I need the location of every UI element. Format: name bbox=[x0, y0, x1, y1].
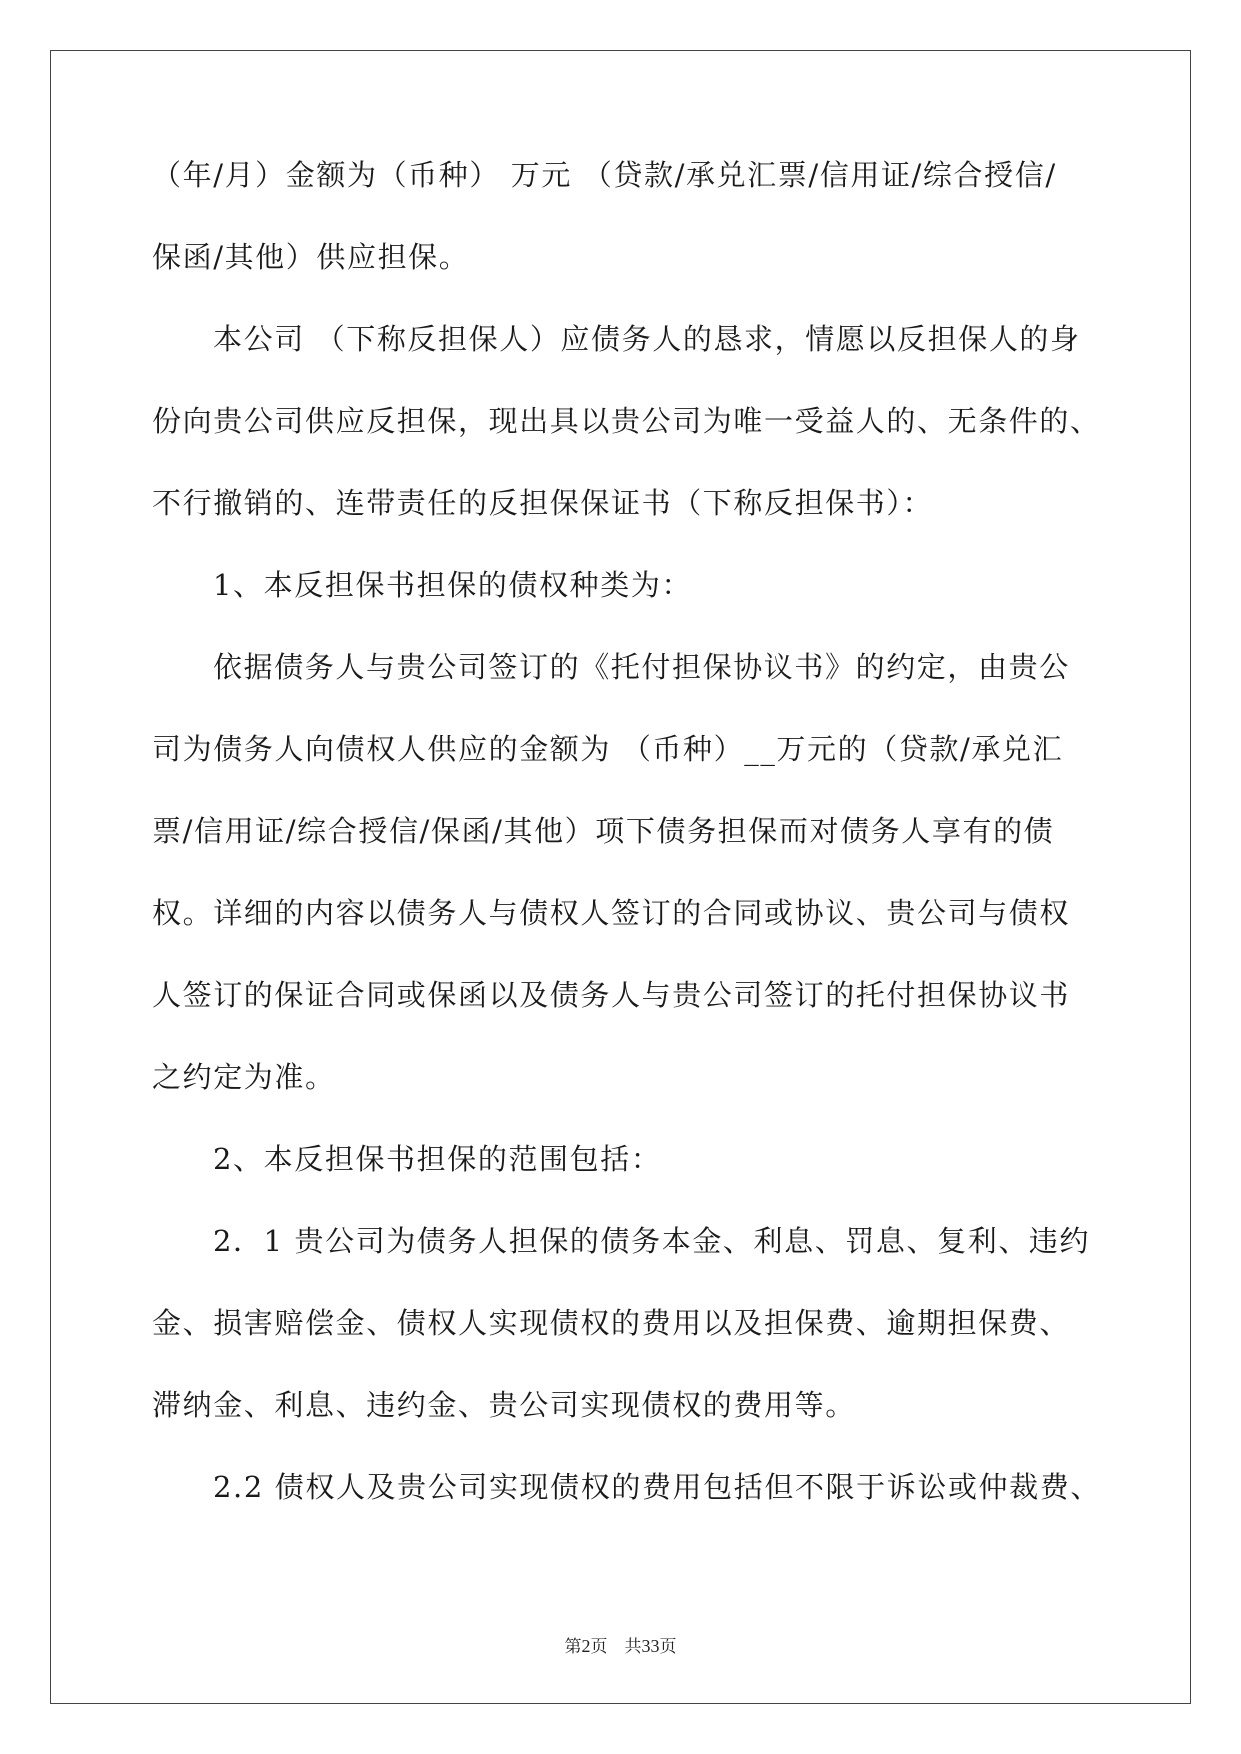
page-number: 2 bbox=[581, 1636, 591, 1656]
text-line: 人签订的保证合同或保函以及债务人与贵公司签订的托付担保协议书 bbox=[152, 978, 1071, 1012]
text-line: 滞纳金、利息、违约金、贵公司实现债权的费用等。 bbox=[152, 1388, 856, 1422]
text-line: 保函/其他）供应担保。 bbox=[152, 240, 470, 274]
text-line: 份向贵公司供应反担保，现出具以贵公司为唯一受益人的、无条件的、 bbox=[152, 404, 1101, 438]
text-line: 权。详细的内容以债务人与债权人签订的合同或协议、贵公司与债权 bbox=[152, 896, 1071, 930]
text-line: 司为债务人向债权人供应的金额为 （币种）__万元的（贷款/承兑汇 bbox=[152, 732, 1064, 766]
text-line: 不行撤销的、连带责任的反担保保证书（下称反担保书）： bbox=[152, 486, 934, 520]
footer-middle: 页 共 bbox=[590, 1637, 642, 1657]
footer-prefix: 第 bbox=[564, 1637, 582, 1657]
document-body bbox=[152, 158, 1101, 1554]
text-line: （年/月）金额为（币种） 万元 （贷款/承兑汇票/信用证/综合授信/ bbox=[152, 158, 1057, 192]
text-line: 金、损害赔偿金、债权人实现债权的费用以及担保费、逾期担保费、 bbox=[152, 1306, 1071, 1340]
page-footer bbox=[0, 1632, 1241, 1657]
paragraph-start: 依据债务人与贵公司签订的《托付担保协议书》的约定，由贵公 bbox=[213, 650, 1070, 684]
footer-suffix: 页 bbox=[659, 1637, 677, 1657]
paragraph-start: 本公司 （下称反担保人）应债务人的恳求，情愿以反担保人的身 bbox=[213, 322, 1081, 356]
section-heading: 1、本反担保书担保的债权种类为： bbox=[213, 568, 693, 602]
section-heading: 2、本反担保书担保的范围包括： bbox=[213, 1142, 662, 1176]
text-line: 票/信用证/综合授信/保函/其他）项下债务担保而对债务人享有的债 bbox=[152, 814, 1055, 848]
paragraph-start: 2.2 债权人及贵公司实现债权的费用包括但不限于诉讼或仲裁费、 bbox=[213, 1470, 1101, 1504]
total-pages: 33 bbox=[641, 1636, 660, 1656]
text-line: 之约定为准。 bbox=[152, 1060, 336, 1094]
paragraph-start: 2．1 贵公司为债务人担保的债务本金、利息、罚息、复利、违约 bbox=[213, 1224, 1091, 1258]
